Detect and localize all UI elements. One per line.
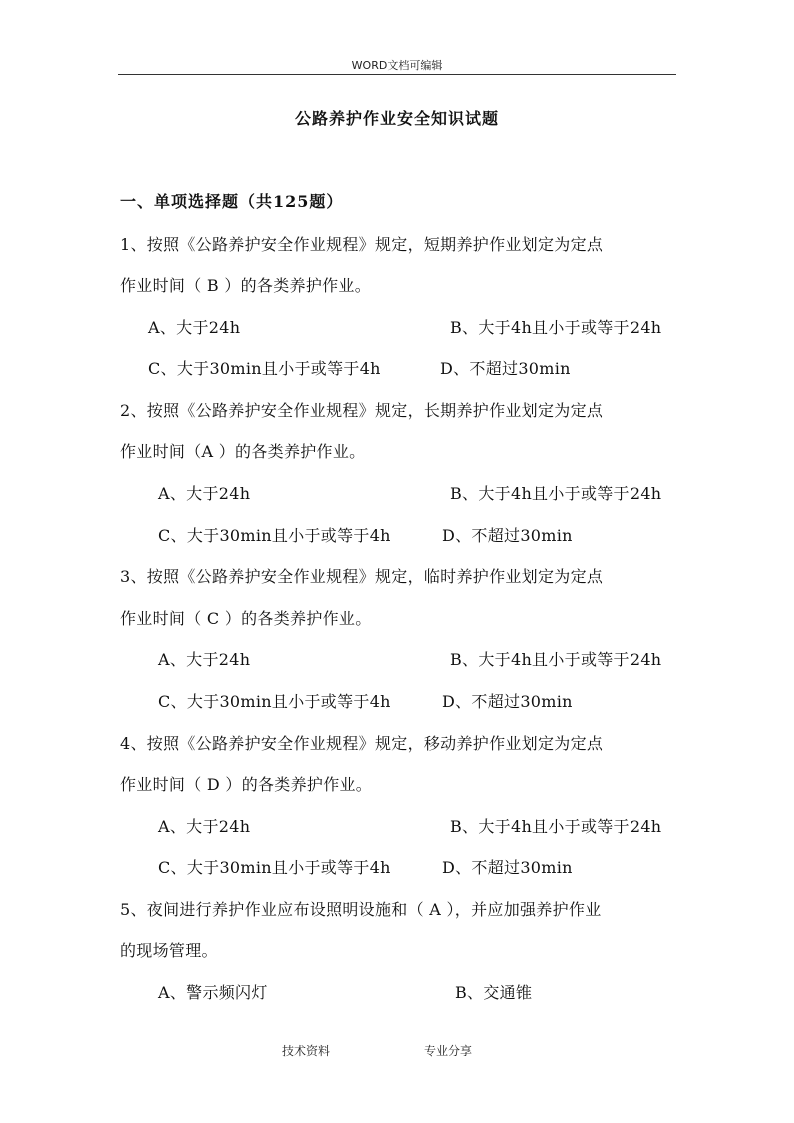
question-3-option-d: D、不超过30min <box>442 692 573 711</box>
question-1-option-b: B、大于4h且小于或等于24h <box>450 318 662 337</box>
page-header: WORD文档可编辑 <box>351 59 443 72</box>
header-rule <box>118 74 676 75</box>
question-2-option-c: C、大于30min且小于或等于4h <box>158 526 391 545</box>
question-5-stem-line-2: 的现场管理。 <box>120 941 218 960</box>
question-2-stem-line-2: 作业时间（A ）的各类养护作业。 <box>120 442 366 461</box>
question-5-stem-line-1: 5、夜间进行养护作业应布设照明设施和（ A ），并应加强养护作业 <box>120 900 602 919</box>
question-4-stem-line-1: 4、按照《公路养护安全作业规程》规定，移动养护作业划定为定点 <box>120 734 604 753</box>
question-4-option-c: C、大于30min且小于或等于4h <box>158 858 391 877</box>
question-3-option-b: B、大于4h且小于或等于24h <box>450 650 662 669</box>
question-5-option-a: A、警示频闪灯 <box>158 983 268 1002</box>
question-3-option-c: C、大于30min且小于或等于4h <box>158 692 391 711</box>
question-4-option-b: B、大于4h且小于或等于24h <box>450 817 662 836</box>
question-3-stem-line-2: 作业时间（ C ）的各类养护作业。 <box>120 609 372 628</box>
section-heading: 一、单项选择题（共125题） <box>120 192 344 211</box>
question-2-stem-line-1: 2、按照《公路养护安全作业规程》规定，长期养护作业划定为定点 <box>120 401 604 420</box>
question-3-option-a: A、大于24h <box>158 650 251 669</box>
question-1-option-a: A、大于24h <box>148 318 241 337</box>
question-4-stem-line-2: 作业时间（ D ）的各类养护作业。 <box>120 775 373 794</box>
question-2-option-d: D、不超过30min <box>442 526 573 545</box>
question-4-option-d: D、不超过30min <box>442 858 573 877</box>
question-3-stem-line-1: 3、按照《公路养护安全作业规程》规定，临时养护作业划定为定点 <box>120 567 604 586</box>
question-2-option-a: A、大于24h <box>158 484 251 503</box>
question-1-option-d: D、不超过30min <box>440 359 571 378</box>
document-title: 公路养护作业安全知识试题 <box>294 109 499 128</box>
question-1-stem-line-2: 作业时间（ B ）的各类养护作业。 <box>120 276 372 295</box>
footer-left-text: 技术资料 <box>282 1044 331 1058</box>
question-1-option-c: C、大于30min且小于或等于4h <box>148 359 381 378</box>
question-1-stem-line-1: 1、按照《公路养护安全作业规程》规定，短期养护作业划定为定点 <box>120 235 604 254</box>
question-5-option-b: B、交通锥 <box>455 983 533 1002</box>
question-4-option-a: A、大于24h <box>158 817 251 836</box>
question-2-option-b: B、大于4h且小于或等于24h <box>450 484 662 503</box>
footer-right-text: 专业分享 <box>424 1044 473 1058</box>
